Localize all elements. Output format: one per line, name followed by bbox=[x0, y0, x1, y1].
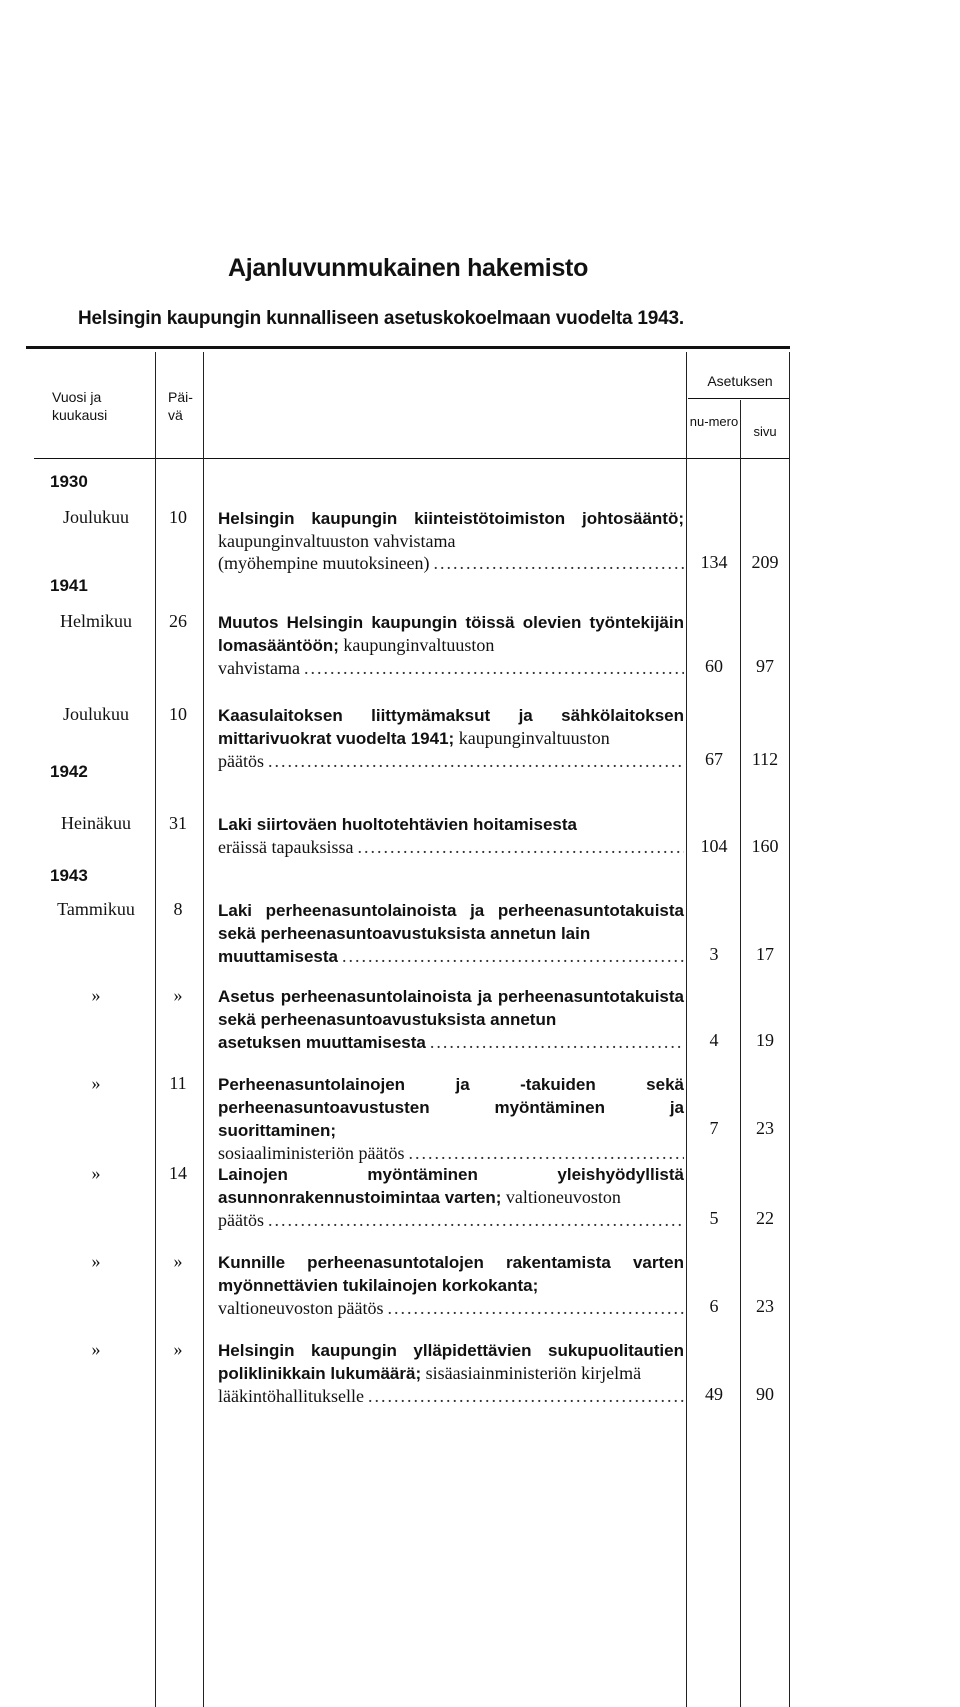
header-sivu: sivu bbox=[753, 424, 777, 439]
leader-dots bbox=[368, 1385, 684, 1407]
row-number: 6 bbox=[709, 1296, 719, 1316]
entry-title: Helsingin kaupungin kiinteistötoimiston johtosääntö; bbox=[218, 509, 684, 528]
year-label: 1930 bbox=[50, 472, 88, 491]
column-rule-day bbox=[203, 352, 204, 1707]
row-page: 22 bbox=[756, 1208, 774, 1228]
row-month: Heinäkuu bbox=[61, 813, 131, 833]
entry-last-text: muuttamisesta bbox=[218, 947, 338, 966]
row-day: 11 bbox=[169, 1073, 187, 1093]
row-number: 3 bbox=[709, 944, 719, 964]
row-month: Joulukuu bbox=[62, 704, 129, 724]
entry-title: Lainojen myöntäminen yleishyödyllistä asunnonrakennustoimintaa varten; bbox=[218, 1165, 684, 1207]
entry-last-line bbox=[218, 1297, 684, 1319]
entry-title: Laki perheenasuntolainoista ja perheenasuntotakuista sekä perheenasuntoavustuksista annetun lain bbox=[218, 901, 684, 943]
table-row-entry bbox=[218, 1163, 684, 1231]
row-day: » bbox=[173, 1339, 183, 1359]
row-number: 7 bbox=[709, 1118, 719, 1138]
entry-title: Laki siirtoväen huoltotehtävien hoitamisesta bbox=[218, 815, 577, 834]
row-day: 26 bbox=[169, 611, 187, 631]
column-rule-page bbox=[740, 400, 741, 1707]
row-number: 4 bbox=[709, 1030, 719, 1050]
row-number: 5 bbox=[709, 1208, 719, 1228]
header-bottom-rule bbox=[34, 458, 790, 459]
row-page: 160 bbox=[751, 836, 779, 856]
table-row-entry bbox=[218, 1073, 684, 1164]
entry-detail: sisäasiainministeriön kirjelmä bbox=[421, 1363, 642, 1383]
row-month: » bbox=[91, 1339, 101, 1359]
entry-title: Asetus perheenasuntolainoista ja perheenasuntotakuista sekä perheenasuntoavustuksista annetun bbox=[218, 987, 684, 1029]
entry-detail: kaupunginvaltuuston bbox=[454, 728, 610, 748]
table-row-entry bbox=[218, 985, 684, 1054]
entry-title: Helsingin kaupungin ylläpidettävien sukupuolitautien poliklinikkain lukumäärä; bbox=[218, 1341, 684, 1383]
row-number: 134 bbox=[700, 552, 728, 572]
leader-dots bbox=[387, 1297, 684, 1319]
row-page: 97 bbox=[756, 656, 774, 676]
leader-dots bbox=[342, 945, 684, 967]
entry-title: Kunnille perheenasuntotalojen rakentamista varten myönnettävien tukilainojen korkokanta; bbox=[218, 1253, 684, 1295]
leader-dots bbox=[433, 552, 684, 574]
entry-last-text: lääkintöhallitukselle bbox=[218, 1386, 364, 1406]
row-month: » bbox=[91, 1251, 101, 1271]
table-row-entry bbox=[218, 611, 684, 679]
entry-title: Kaasulaitoksen liittymämaksut ja sähkölaitoksen mittarivuokrat vuodelta 1941; bbox=[218, 706, 684, 748]
table-row-entry bbox=[218, 507, 684, 574]
entry-last-text: (myöhempine muutoksineen) bbox=[218, 553, 430, 573]
column-rule-number bbox=[686, 352, 687, 1707]
leader-dots bbox=[268, 750, 684, 772]
entry-last-line bbox=[218, 1142, 684, 1164]
entry-last-text: eräissä tapauksissa bbox=[218, 837, 354, 857]
row-month: Tammikuu bbox=[57, 899, 135, 919]
entry-last-line bbox=[218, 945, 684, 968]
header-asetuksen: Asetuksen bbox=[707, 373, 773, 389]
header-paiva-label: Päi-vä bbox=[168, 389, 193, 423]
row-month: » bbox=[91, 1073, 101, 1093]
entry-last-text: asetuksen muuttamisesta bbox=[218, 1033, 426, 1052]
header-numero: nu-mero bbox=[689, 414, 739, 429]
row-page: 209 bbox=[751, 552, 779, 572]
row-month: » bbox=[91, 985, 101, 1005]
table-row-entry bbox=[218, 1251, 684, 1319]
leader-dots bbox=[268, 1209, 684, 1231]
table-top-rule bbox=[26, 346, 790, 349]
entry-detail: kaupunginvaltuuston bbox=[338, 635, 495, 655]
leader-dots bbox=[408, 1142, 684, 1164]
page-title: Ajanluvunmukainen hakemisto bbox=[228, 254, 589, 282]
leader-dots bbox=[430, 1031, 684, 1053]
row-day: » bbox=[173, 1251, 183, 1271]
entry-last-line bbox=[218, 657, 684, 679]
row-month: » bbox=[91, 1163, 101, 1183]
entry-last-text: valtioneuvoston päätös bbox=[218, 1298, 384, 1318]
table-row-entry bbox=[218, 899, 684, 968]
row-page: 23 bbox=[756, 1118, 774, 1138]
entry-detail: valtioneuvoston bbox=[501, 1187, 621, 1207]
entry-last-line bbox=[218, 552, 684, 574]
page-subtitle: Helsingin kaupungin kunnalliseen asetuskokoelmaan vuodelta 1943. bbox=[78, 308, 684, 329]
entry-detail: kaupunginvaltuuston vahvistama bbox=[218, 531, 456, 551]
row-day: 10 bbox=[169, 704, 187, 724]
entry-last-line bbox=[218, 750, 684, 772]
table-row-entry bbox=[218, 704, 684, 772]
asetuksen-subrule bbox=[688, 398, 790, 399]
leader-dots bbox=[357, 836, 684, 858]
row-number: 67 bbox=[705, 749, 723, 769]
table-row-entry bbox=[218, 1339, 684, 1407]
entry-title: Muutos Helsingin kaupungin töissä olevien työntekijäin lomasääntöön; bbox=[218, 613, 684, 655]
row-page: 90 bbox=[756, 1384, 774, 1404]
row-number: 104 bbox=[700, 836, 728, 856]
column-rule-month bbox=[155, 352, 156, 1707]
header-paiva bbox=[168, 388, 196, 424]
row-page: 23 bbox=[756, 1296, 774, 1316]
row-day: » bbox=[173, 985, 183, 1005]
row-number: 60 bbox=[705, 656, 723, 676]
entry-last-line bbox=[218, 836, 684, 858]
row-month: Joulukuu bbox=[62, 507, 129, 527]
entry-last-line bbox=[218, 1385, 684, 1407]
entry-last-line bbox=[218, 1031, 684, 1054]
row-page: 17 bbox=[756, 944, 774, 964]
row-number: 49 bbox=[705, 1384, 723, 1404]
row-month: Helmikuu bbox=[60, 611, 132, 631]
entry-title: Perheenasuntolainojen ja -takuiden sekä perheenasuntoavustusten myöntäminen ja suorittaminen; bbox=[218, 1075, 684, 1140]
entry-last-text: päätös bbox=[218, 751, 264, 771]
row-page: 19 bbox=[756, 1030, 774, 1050]
table-row-entry bbox=[218, 813, 684, 858]
header-vuosi-kuukausi bbox=[52, 388, 142, 424]
row-page: 112 bbox=[751, 749, 779, 769]
row-day: 8 bbox=[173, 899, 183, 919]
leader-dots bbox=[304, 657, 684, 679]
column-rule-right bbox=[789, 352, 790, 1707]
year-label: 1942 bbox=[50, 762, 88, 781]
row-day: 31 bbox=[169, 813, 187, 833]
year-label: 1941 bbox=[50, 576, 88, 595]
entry-last-text: vahvistama bbox=[218, 658, 300, 678]
row-day: 10 bbox=[169, 507, 187, 527]
entry-last-text: päätös bbox=[218, 1210, 264, 1230]
header-vuosi-kuukausi-label: Vuosi ja kuukausi bbox=[52, 389, 108, 423]
row-day: 14 bbox=[169, 1163, 187, 1183]
entry-last-text: sosiaaliministeriön päätös bbox=[218, 1143, 405, 1163]
entry-last-line bbox=[218, 1209, 684, 1231]
year-label: 1943 bbox=[50, 866, 88, 885]
